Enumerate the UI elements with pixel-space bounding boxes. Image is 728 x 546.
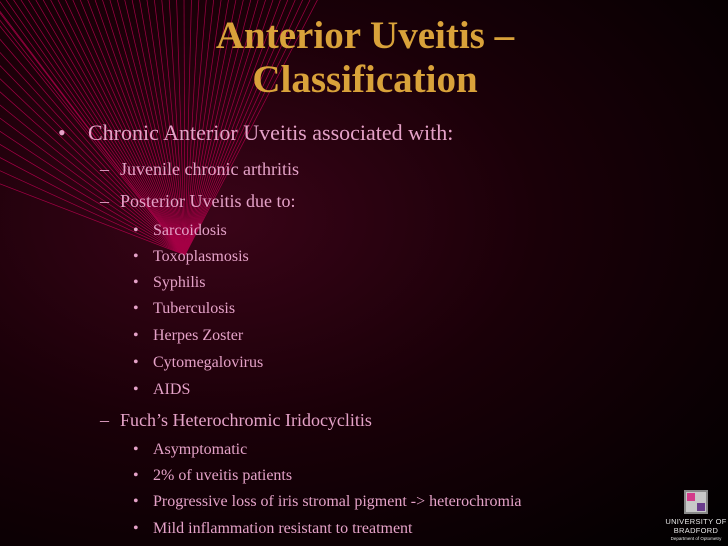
bullet-item xyxy=(133,327,244,345)
bullet-marker: • xyxy=(133,300,139,317)
bullet-text: 2% of uveitis patients xyxy=(153,467,293,484)
dash-marker: – xyxy=(100,159,109,179)
bullet-item xyxy=(100,191,296,212)
bullet-item xyxy=(133,248,249,266)
bullet-marker: • xyxy=(133,467,139,484)
bullet-marker: • xyxy=(133,520,139,537)
university-crest-icon xyxy=(684,490,708,514)
bullet-item xyxy=(133,354,264,372)
bullet-item xyxy=(133,467,293,485)
logo-line-university: UNIVERSITY OF xyxy=(665,517,727,526)
logo-line-bradford: BRADFORD xyxy=(673,526,719,535)
bullet-text: Asymptomatic xyxy=(153,441,248,458)
bullet-item xyxy=(133,274,206,292)
bullet-item xyxy=(100,159,299,180)
logo-line-department: Department of Optometry xyxy=(670,536,722,541)
bullet-marker: • xyxy=(58,120,66,145)
bullet-item xyxy=(133,441,248,459)
bullet-text: Tuberculosis xyxy=(153,300,236,317)
bullet-item xyxy=(133,493,522,511)
bullet-text: Chronic Anterior Uveitis associated with: xyxy=(88,120,454,145)
bullet-item xyxy=(58,120,454,146)
bullet-text: Syphilis xyxy=(153,274,206,291)
university-logo xyxy=(665,490,725,544)
bullet-marker: • xyxy=(133,248,139,265)
bullet-marker: • xyxy=(133,222,139,239)
bullet-text: Cytomegalovirus xyxy=(153,354,264,371)
bullet-text: Fuch’s Heterochromic Iridocyclitis xyxy=(120,410,372,430)
bullet-text: Posterior Uveitis due to: xyxy=(120,191,296,211)
bullet-marker: • xyxy=(133,381,139,398)
bullet-marker: • xyxy=(133,441,139,458)
dash-marker: – xyxy=(100,410,109,430)
bullet-item xyxy=(133,300,236,318)
bullet-text: Progressive loss of iris stromal pigment -> heterochromia xyxy=(153,493,522,510)
bullet-text: AIDS xyxy=(153,381,191,398)
bullet-text: Herpes Zoster xyxy=(153,327,244,344)
bullet-text: Sarcoidosis xyxy=(153,222,227,239)
bullet-item xyxy=(133,222,227,240)
bullet-marker: • xyxy=(133,354,139,371)
bullet-item xyxy=(100,410,372,431)
bullet-marker: • xyxy=(133,493,139,510)
bullet-text: Mild inflammation resistant to treatment xyxy=(153,520,413,537)
bullet-marker: • xyxy=(133,274,139,291)
slide-title: Anterior Uveitis – Classification xyxy=(215,14,515,101)
bullet-marker: • xyxy=(133,327,139,344)
bullet-item xyxy=(133,520,413,538)
bullet-text: Juvenile chronic arthritis xyxy=(120,159,299,179)
dash-marker: – xyxy=(100,191,109,211)
bullet-item xyxy=(133,381,191,399)
bullet-text: Toxoplasmosis xyxy=(153,248,249,265)
